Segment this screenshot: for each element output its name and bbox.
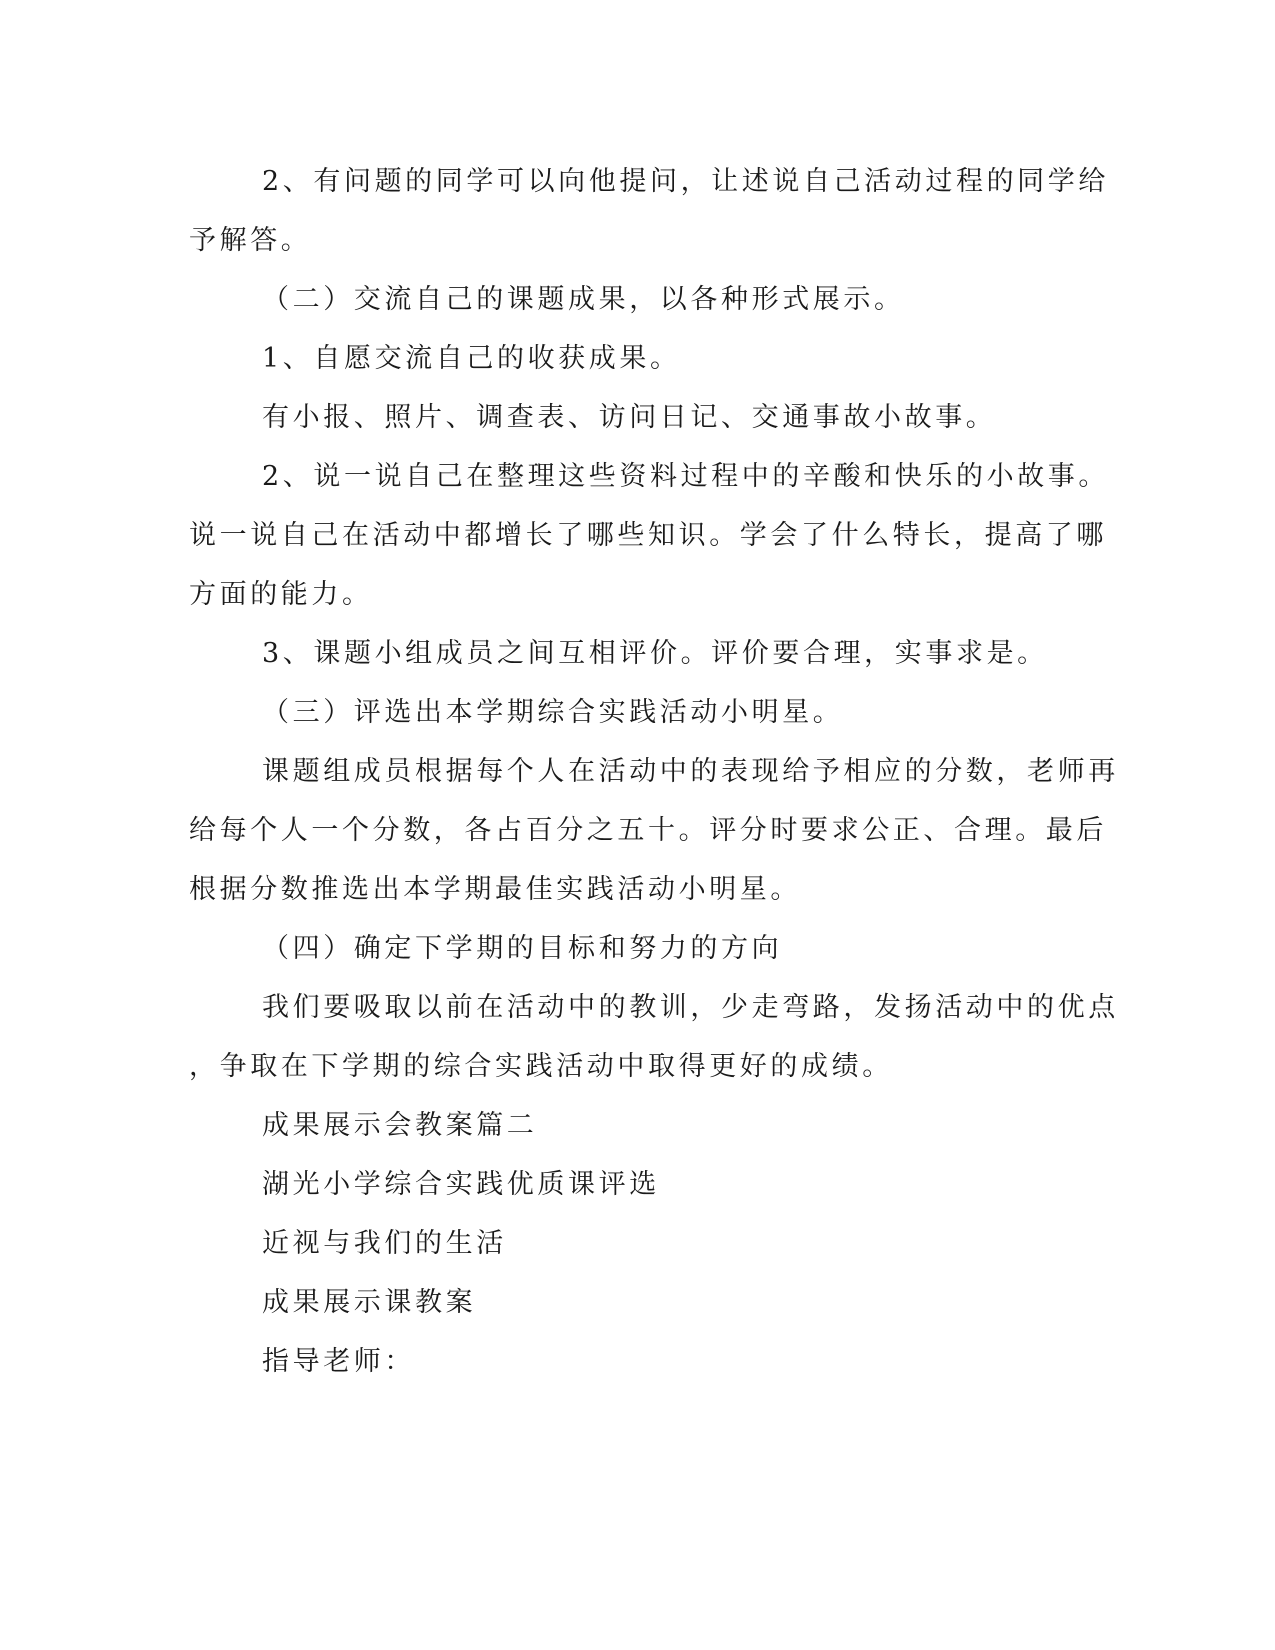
paragraph-line: 2、说一说自己在整理这些资料过程中的辛酸和快乐的小故事。 xyxy=(262,461,1109,492)
paragraph-line: 说一说自己在活动中都增长了哪些知识。学会了什么特长，提高了哪 xyxy=(189,520,1107,551)
section-heading: （四）确定下学期的目标和努力的方向 xyxy=(262,933,783,964)
paragraph-line: 根据分数推选出本学期最佳实践活动小明星。 xyxy=(189,874,801,905)
paragraph-line: 予解答。 xyxy=(189,225,312,256)
paragraph-line: 有小报、照片、调查表、访问日记、交通事故小故事。 xyxy=(262,402,997,433)
paragraph-line: 方面的能力。 xyxy=(189,579,373,610)
paragraph-line: 3、课题小组成员之间互相评价。评价要合理，实事求是。 xyxy=(262,638,1048,669)
topic-line: 近视与我们的生活 xyxy=(262,1228,507,1259)
section-heading: （三）评选出本学期综合实践活动小明星。 xyxy=(262,697,844,728)
paragraph-line: 2、有问题的同学可以向他提问，让述说自己活动过程的同学给 xyxy=(262,166,1109,197)
school-line: 湖光小学综合实践优质课评选 xyxy=(262,1169,660,1200)
paragraph-line: 我们要吸取以前在活动中的教训，少走弯路，发扬活动中的优点 xyxy=(262,992,1119,1023)
lesson-type-line: 成果展示课教案 xyxy=(262,1287,477,1318)
article-title: 成果展示会教案篇二 xyxy=(262,1110,538,1141)
paragraph-line: 给每个人一个分数，各占百分之五十。评分时要求公正、合理。最后 xyxy=(189,815,1107,846)
paragraph-line: ，争取在下学期的综合实践活动中取得更好的成绩。 xyxy=(189,1051,893,1082)
paragraph-line: 课题组成员根据每个人在活动中的表现给予相应的分数，老师再 xyxy=(262,756,1119,787)
teacher-label: 指导老师： xyxy=(262,1346,415,1377)
paragraph-line: 1、自愿交流自己的收获成果。 xyxy=(262,343,681,374)
section-heading: （二）交流自己的课题成果，以各种形式展示。 xyxy=(262,284,905,315)
